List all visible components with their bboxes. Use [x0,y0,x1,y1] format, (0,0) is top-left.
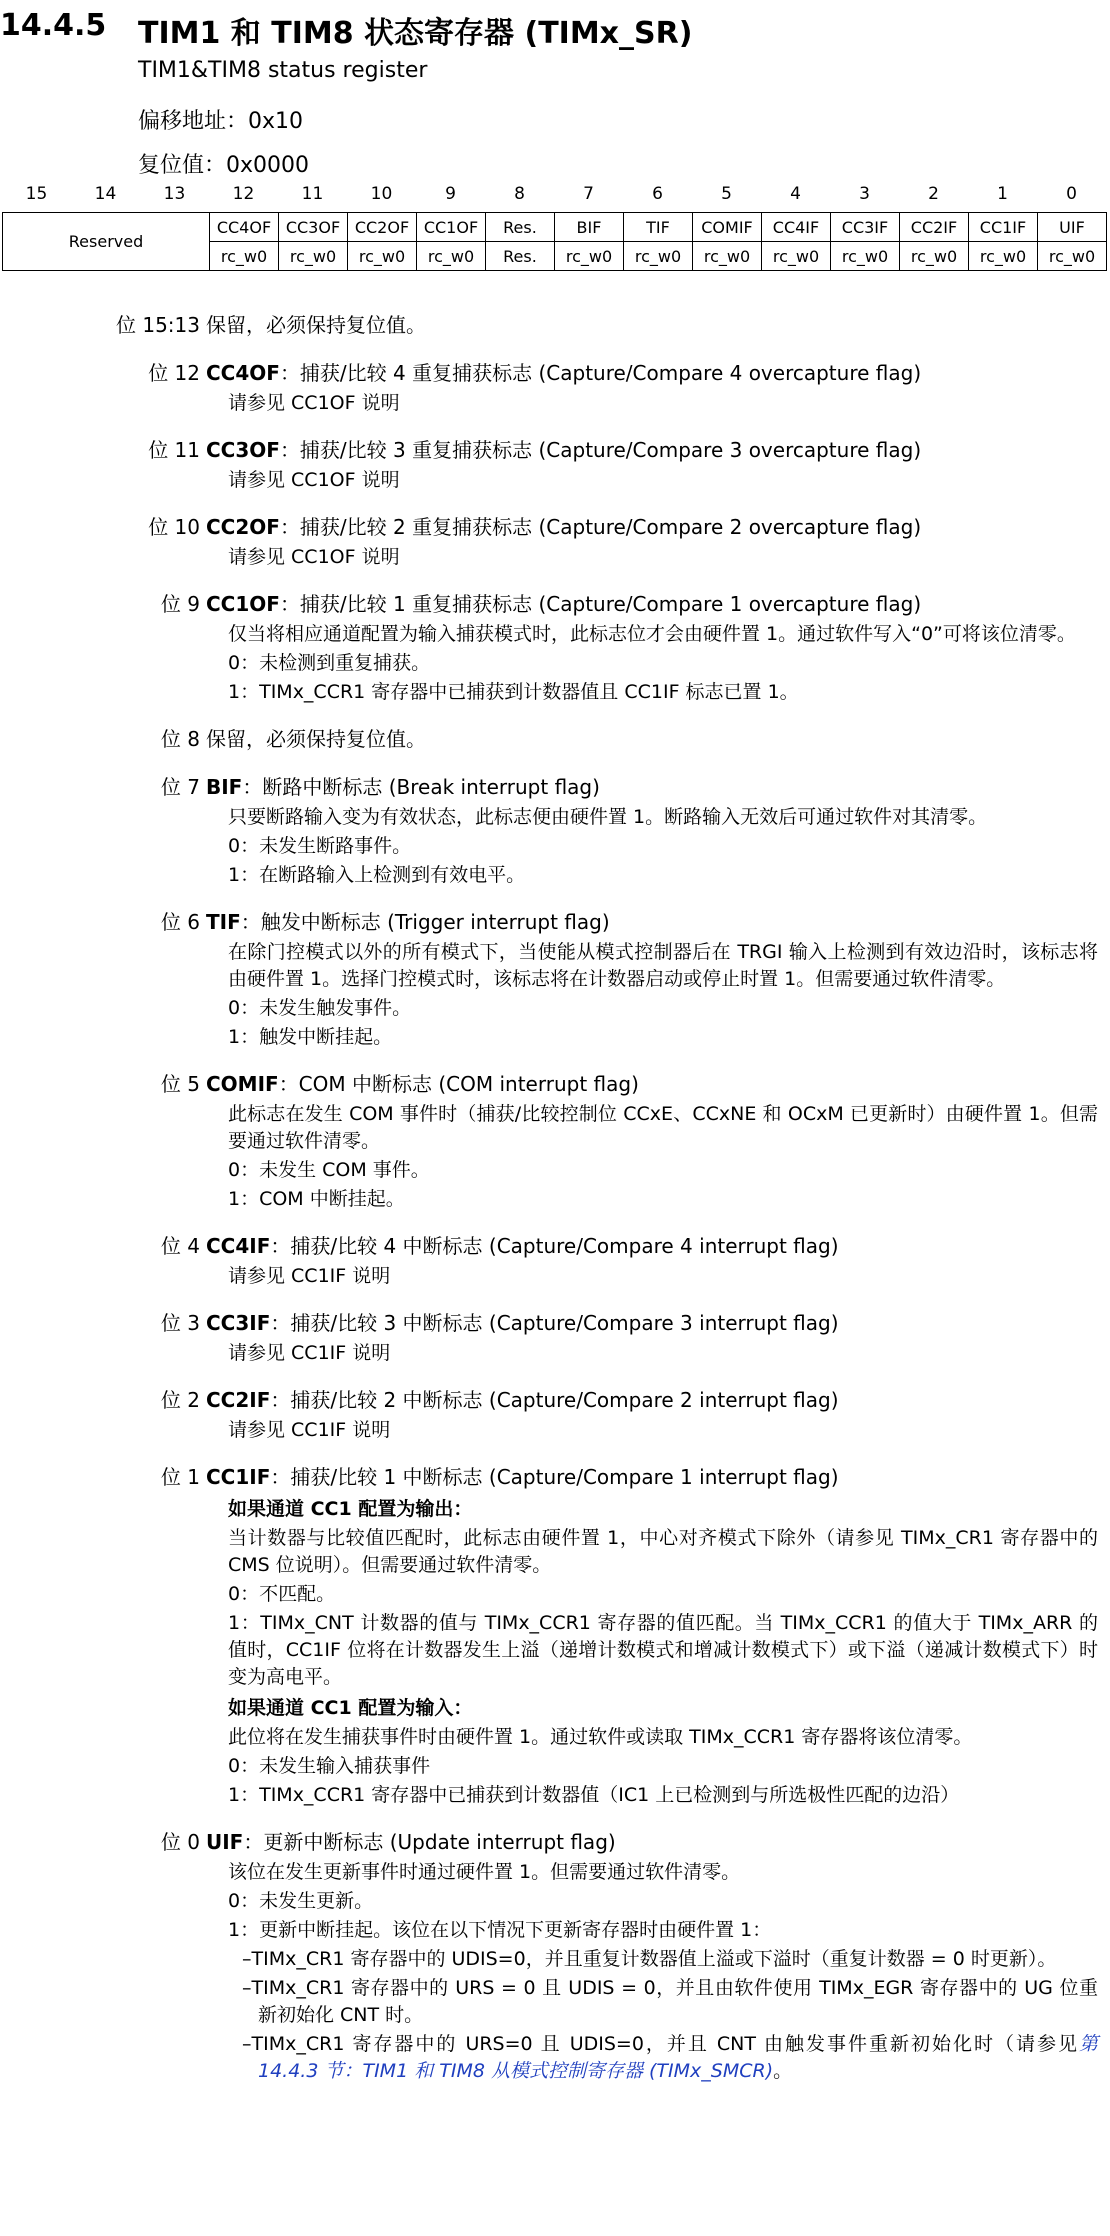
register-bit-access: rc_w0 [279,242,348,271]
desc-line: 该位在发生更新事件时通过硬件置 1。但需要通过软件清零。 [228,1861,741,1883]
bit-name: CC4OF [206,361,280,385]
bit-heading [206,1462,1110,1492]
desc-line: 1：TIMx_CCR1 寄存器中已捕获到计数器值（IC1 上已检测到与所选极性匹配的边沿） [228,1784,960,1806]
bit-label: 位 4 [160,1234,200,1258]
bit-description [228,390,1098,417]
register-bit-name: Res. [486,213,555,242]
bit-description [228,467,1098,494]
desc-line: 1：触发中断挂起。 [228,1026,393,1048]
bit-name: CC3IF [206,1311,271,1335]
bit-name: CC2IF [206,1388,271,1412]
desc-line: 请参见 CC1OF 说明 [228,469,400,491]
desc-line: 0：未发生 COM 事件。 [228,1159,430,1181]
register-bit-name: BIF [555,213,624,242]
bit-description [228,1263,1098,1290]
desc-line: 0：未发生触发事件。 [228,997,412,1019]
bit-number: 12 [232,184,255,204]
bit-name: COMIF [206,1072,279,1096]
register-bit-access: rc_w0 [417,242,486,271]
desc-line: 此位将在发生捕获事件时由硬件置 1。通过软件或读取 TIMx_CCR1 寄存器将该位清零。 [228,1726,973,1748]
desc-line: 0：不匹配。 [228,1583,336,1605]
output-mode-heading: 如果通道 CC1 配置为输出： [228,1498,473,1520]
input-mode-heading: 如果通道 CC1 配置为输入： [228,1697,473,1719]
bit-label: 位 10 [148,515,200,539]
bit-description [228,1340,1098,1367]
bit-number: 11 [301,184,324,204]
register-bit-name: UIF [1038,213,1107,242]
desc-line: 请参见 CC1IF 说明 [228,1342,391,1364]
bit-description [228,544,1098,571]
bit-heading [206,724,1110,754]
register-subtitle: TIM1&TIM8 status register [138,58,428,83]
bit-number: 7 [583,184,594,204]
bit-title: 保留，必须保持复位值。 [206,727,426,751]
bit-title: ：断路中断标志 (Break interrupt flag) [242,775,600,799]
bit-name: BIF [206,775,243,799]
update-condition: –TIMx_CR1 寄存器中的 UDIS=0，并且重复计数器值上溢或下溢时（重复计数器 = 0 时更新）。 [242,1948,1057,1970]
section-title: TIM1 和 TIM8 状态寄存器 (TIMx_SR) [138,16,693,51]
bit-number: 1 [997,184,1008,204]
register-bit-name: CC4IF [762,213,831,242]
desc-line: 在除门控模式以外的所有模式下，当使能从模式控制器后在 TRGI 输入上检测到有效边沿时，该标志将由硬件置 1。选择门控模式时，该标志将在计数器启动或停止时置 1。但需要通过软件清零。 [228,941,1098,990]
desc-line: 请参见 CC1IF 说明 [228,1265,391,1287]
offset-address: 偏移地址：0x10 [138,109,304,134]
bit-name: TIF [206,910,241,934]
bit-title: 保留，必须保持复位值。 [206,313,426,337]
bit-item [0,589,1110,706]
bit-item [0,1069,1110,1213]
bit-label: 位 7 [160,775,200,799]
register-bit-name: CC1IF [969,213,1038,242]
bit-heading [206,589,1110,619]
register-bit-access: rc_w0 [900,242,969,271]
bit-number: 8 [514,184,525,204]
bit-item [0,1231,1110,1290]
bit-number: 9 [445,184,456,204]
bit-heading [206,310,1110,340]
register-bit-access: rc_w0 [693,242,762,271]
bit-item [0,724,1110,754]
bit-heading [206,1069,1110,1099]
desc-line: 请参见 CC1OF 说明 [228,392,400,414]
bit-label: 位 5 [160,1072,200,1096]
bit-heading [206,1385,1110,1415]
bit-title: ：COM 中断标志 (COM interrupt flag) [278,1072,639,1096]
bit-heading [206,772,1110,802]
bit-name: CC1OF [206,592,280,616]
bit-name: CC3OF [206,438,280,462]
register-bit-name: CC2OF [348,213,417,242]
bit-heading [206,1308,1110,1338]
register-bit-access: rc_w0 [210,242,279,271]
desc-line: 当计数器与比较值匹配时，此标志由硬件置 1，中心对齐模式下除外（请参见 TIMx_CR1 寄存器中的 CMS 位说明）。但需要通过软件清零。 [228,1527,1098,1576]
bit-item [0,1827,1110,2085]
register-bit-name: TIF [624,213,693,242]
desc-line: 1：更新中断挂起。该位在以下情况下更新寄存器时由硬件置 1： [228,1919,772,1941]
bit-description [228,804,1098,889]
register-bit-access: rc_w0 [969,242,1038,271]
register-bit-name: CC3IF [831,213,900,242]
bit-number: 13 [163,184,186,204]
desc-line: 只要断路输入变为有效状态，此标志便由硬件置 1。断路输入无效后可通过软件对其清零。 [228,806,988,828]
desc-line: 1：在断路输入上检测到有效电平。 [228,864,526,886]
bit-heading [206,358,1110,388]
bit-label: 位 12 [148,361,200,385]
register-bit-name: CC4OF [210,213,279,242]
bit-item [0,1385,1110,1444]
bit-description [228,1496,1098,1809]
desc-line: 1：COM 中断挂起。 [228,1188,405,1210]
bit-title: ：捕获/比较 4 中断标志 (Capture/Compare 4 interrupt flag) [270,1234,839,1258]
desc-line: 0：未检测到重复捕获。 [228,652,431,674]
bit-title: ：捕获/比较 2 中断标志 (Capture/Compare 2 interrupt flag) [270,1388,839,1412]
bit-label: 位 15:13 [116,313,200,337]
bit-title: ：更新中断标志 (Update interrupt flag) [243,1830,616,1854]
reserved-cell: Reserved [3,213,210,271]
bit-label: 位 8 [160,727,200,751]
bit-description [228,1859,1098,2085]
condition-text: –TIMx_CR1 寄存器中的 URS=0 且 UDIS=0，并且 CNT 由触发事件重新初始化时（请参见 [242,2033,1079,2055]
bit-number: 10 [370,184,393,204]
update-condition [242,2031,1098,2085]
bit-description [228,939,1098,1051]
bit-heading [206,1827,1110,1857]
section-number: 14.4.5 [0,8,107,43]
bit-number-row [0,184,1110,208]
desc-line: 0：未发生输入捕获事件 [228,1755,431,1777]
desc-line: 0：未发生断路事件。 [228,835,412,857]
register-bit-access: rc_w0 [555,242,624,271]
register-bit-access: rc_w0 [762,242,831,271]
desc-line: 仅当将相应通道配置为输入捕获模式时，此标志位才会由硬件置 1。通过软件写入“0”可将该位清零。 [228,623,1076,645]
bit-heading [206,1231,1110,1261]
register-bit-name: CC3OF [279,213,348,242]
bit-title: ：捕获/比较 3 中断标志 (Capture/Compare 3 interrupt flag) [270,1311,839,1335]
bit-item [0,358,1110,417]
register-table [2,212,1107,271]
bit-number: 5 [721,184,732,204]
register-bit-access: rc_w0 [624,242,693,271]
bit-item [0,435,1110,494]
bit-name: CC1IF [206,1465,271,1489]
bit-name: CC2OF [206,515,280,539]
desc-line: 请参见 CC1IF 说明 [228,1419,391,1441]
bit-heading [206,512,1110,542]
bit-label: 位 0 [160,1830,200,1854]
bit-number: 15 [25,184,48,204]
desc-line: 0：未发生更新。 [228,1890,374,1912]
register-bit-name: CC1OF [417,213,486,242]
reset-value: 复位值：0x0000 [138,153,310,178]
bit-number: 4 [790,184,801,204]
desc-line: 1：TIMx_CNT 计数器的值与 TIMx_CCR1 寄存器的值匹配。当 TIMx_CCR1 的值大于 TIMx_ARR 的值时，CC1IF 位将在计数器发生上溢（递增计数模式和增减计数模式下）或下溢（递减计数模式下）时变为高电平。 [228,1612,1098,1688]
bit-name: CC4IF [206,1234,271,1258]
bit-item [0,512,1110,571]
bit-description [228,1101,1098,1213]
bit-title: ：捕获/比较 4 重复捕获标志 (Capture/Compare 4 overcapture flag) [279,361,922,385]
bit-number: 3 [859,184,870,204]
bit-heading [206,907,1110,937]
bit-item [0,772,1110,889]
bit-heading [206,435,1110,465]
bit-title: ：捕获/比较 1 重复捕获标志 (Capture/Compare 1 overcapture flag) [279,592,922,616]
bit-label: 位 6 [160,910,200,934]
desc-line: 请参见 CC1OF 说明 [228,546,400,568]
bit-name: UIF [206,1830,244,1854]
register-bit-name: COMIF [693,213,762,242]
smcr-section-link[interactable]: 第 14.4.3 节：TIM1 和 TIM8 从模式控制寄存器 (TIMx_SMCR) [258,2033,1098,2082]
bit-title: ：触发中断标志 (Trigger interrupt flag) [240,910,610,934]
register-bit-access: Res. [486,242,555,271]
bit-description [228,621,1098,706]
desc-line: 此标志在发生 COM 事件时（捕获/比较控制位 CCxE、CCxNE 和 OCxM 已更新时）由硬件置 1。但需要通过软件清零。 [228,1103,1098,1152]
register-bit-access: rc_w0 [831,242,900,271]
update-condition: –TIMx_CR1 寄存器中的 URS = 0 且 UDIS = 0，并且由软件使用 TIMx_EGR 寄存器中的 UG 位重新初始化 CNT 时。 [242,1977,1098,2026]
bit-label: 位 2 [160,1388,200,1412]
condition-tail: 。 [773,2060,793,2082]
bit-title: ：捕获/比较 1 中断标志 (Capture/Compare 1 interrupt flag) [270,1465,839,1489]
register-bit-access: rc_w0 [1038,242,1107,271]
bit-label: 位 1 [160,1465,200,1489]
bit-label: 位 3 [160,1311,200,1335]
register-bit-access: rc_w0 [348,242,417,271]
register-name-row [3,213,1107,242]
bit-item [0,310,1110,340]
bit-title: ：捕获/比较 2 重复捕获标志 (Capture/Compare 2 overcapture flag) [279,515,922,539]
bit-title: ：捕获/比较 3 重复捕获标志 (Capture/Compare 3 overcapture flag) [279,438,922,462]
bit-item [0,907,1110,1051]
bit-number: 6 [652,184,663,204]
bit-item [0,1308,1110,1367]
bit-descriptions [0,310,1110,2103]
bit-label: 位 11 [148,438,200,462]
desc-line: 1：TIMx_CCR1 寄存器中已捕获到计数器值且 CC1IF 标志已置 1。 [228,681,799,703]
bit-description [228,1417,1098,1444]
bit-number: 14 [94,184,117,204]
bit-number: 0 [1066,184,1077,204]
bit-label: 位 9 [160,592,200,616]
bit-item [0,1462,1110,1809]
register-bit-name: CC2IF [900,213,969,242]
bit-number: 2 [928,184,939,204]
